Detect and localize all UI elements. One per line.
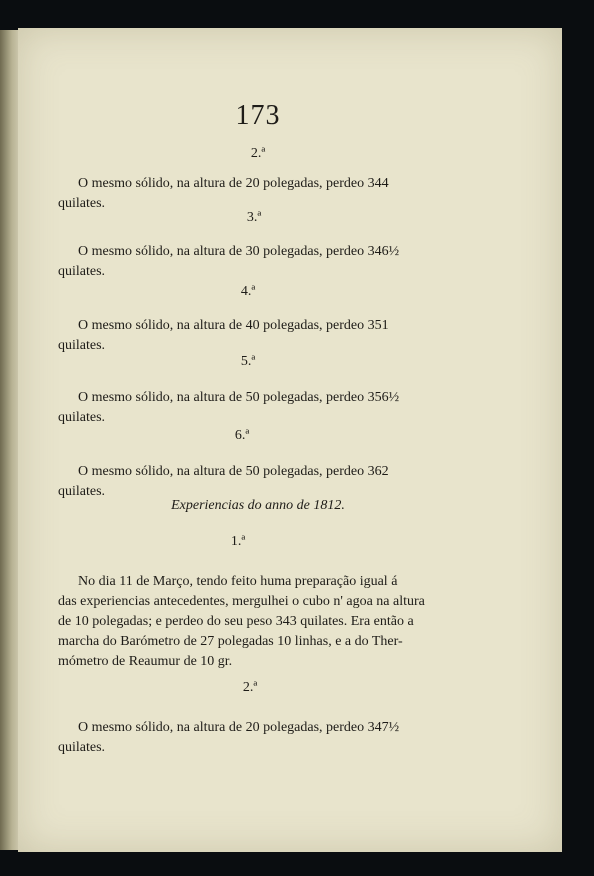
experiment-paragraph bbox=[58, 242, 460, 282]
experiment-marker: 5.ª bbox=[240, 354, 256, 369]
paragraph-line: O mesmo sólido, na altura de 40 polegadas, perdeo 351 bbox=[78, 318, 389, 333]
paragraph-line: O mesmo sólido, na altura de 20 polegadas, perdeo 344 bbox=[78, 176, 389, 191]
experiment-paragraph bbox=[58, 174, 460, 214]
experiment-paragraph bbox=[58, 316, 460, 356]
experiment-marker: 2.ª bbox=[242, 680, 258, 695]
page-number: 173 bbox=[235, 100, 281, 131]
paragraph-line: quilates. bbox=[58, 484, 106, 499]
paragraph-line: de 10 polegadas; e perdeo do seu peso 343 quilates. Era então a bbox=[58, 614, 414, 629]
book-page bbox=[18, 28, 562, 852]
paragraph-line: O mesmo sólido, na altura de 50 polegadas, perdeo 356½ bbox=[78, 390, 400, 405]
experiment-marker: 3.ª bbox=[246, 210, 262, 225]
paragraph-line: O mesmo sólido, na altura de 20 polegadas, perdeo 347½ bbox=[78, 720, 400, 735]
experiment-marker: 1.ª bbox=[230, 534, 246, 549]
experiment-marker: 4.ª bbox=[240, 284, 256, 299]
adjacent-page-edge bbox=[0, 30, 20, 850]
paragraph-line: quilates. bbox=[58, 196, 106, 211]
paragraph-line: marcha do Barómetro de 27 polegadas 10 linhas, e a do Ther- bbox=[58, 634, 403, 649]
paragraph-line: quilates. bbox=[58, 264, 106, 279]
paragraph-line: mómetro de Reaumur de 10 gr. bbox=[58, 654, 233, 669]
paragraph-line: quilates. bbox=[58, 338, 106, 353]
paragraph-line: quilates. bbox=[58, 740, 106, 755]
experiment-paragraph bbox=[58, 388, 460, 428]
section-title: Experiencias do anno de 1812. bbox=[171, 498, 345, 513]
paragraph-line: quilates. bbox=[58, 410, 106, 425]
paragraph-line: O mesmo sólido, na altura de 50 polegadas, perdeo 362 bbox=[78, 464, 389, 479]
experiment-paragraph bbox=[58, 572, 460, 672]
paragraph-line: No dia 11 de Março, tendo feito huma preparação igual á bbox=[78, 574, 398, 589]
experiment-marker: 2.ª bbox=[250, 146, 266, 161]
experiment-paragraph bbox=[58, 718, 460, 758]
paragraph-line: O mesmo sólido, na altura de 30 polegadas, perdeo 346½ bbox=[78, 244, 400, 259]
paragraph-line: das experiencias antecedentes, mergulhei o cubo n' agoa na altura bbox=[58, 594, 425, 609]
experiment-marker: 6.ª bbox=[234, 428, 250, 443]
experiment-paragraph bbox=[58, 462, 460, 502]
